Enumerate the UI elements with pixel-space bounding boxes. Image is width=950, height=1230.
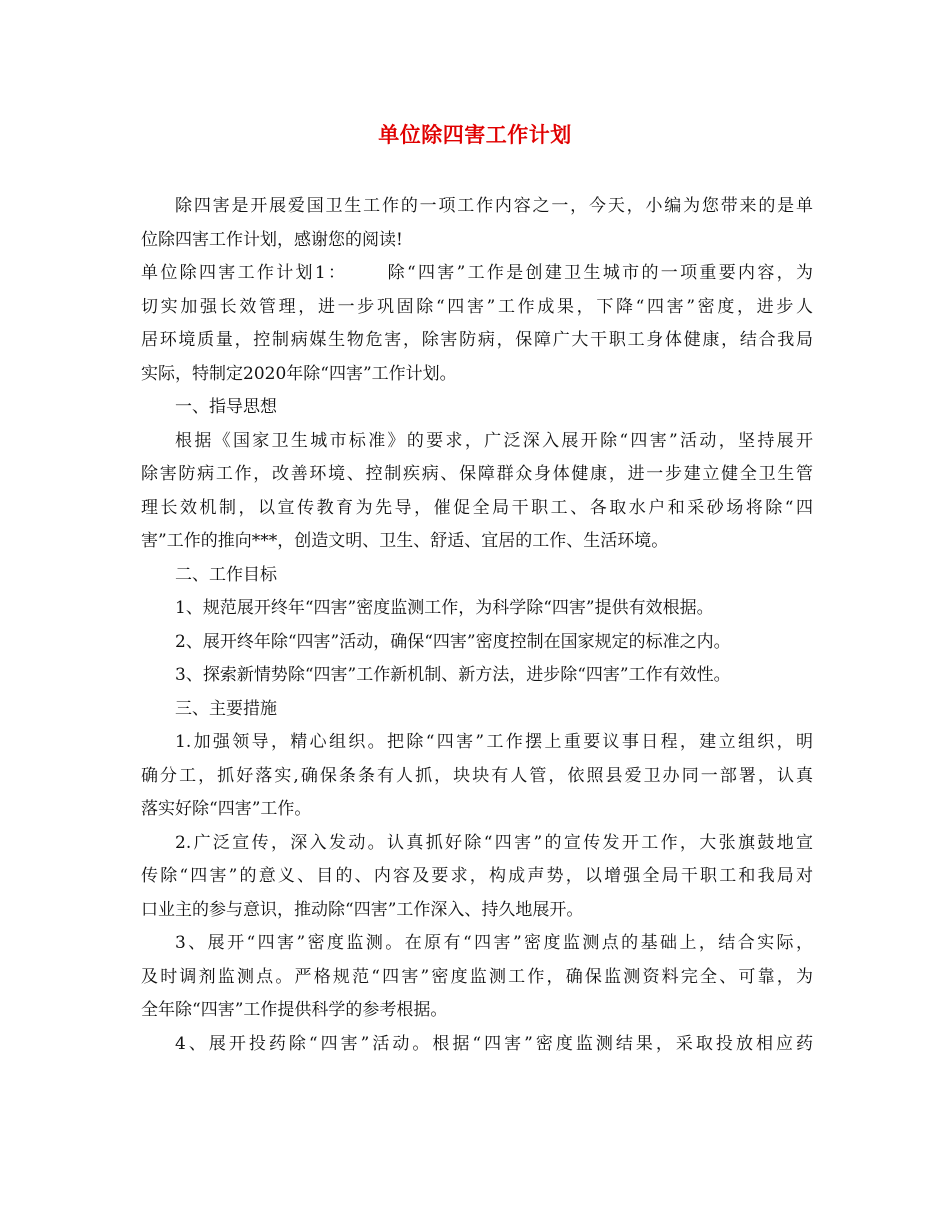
section1-line: 根据《国家卫生城市标准》的要求，广泛深入展开除“四害”活动，坚持展开 [175, 430, 813, 451]
measure3-line: 全年除“四害”工作提供科学的参考根据。 [141, 1000, 448, 1020]
measure2-line: 传除“四害”的意义、目的、内容及要求，构成声势，以增强全局干职工和我局对 [141, 866, 813, 886]
plan-label: 单位除四害工作计划1： [141, 263, 348, 283]
measure2-line: 口业主的参与意识，推动除“四害”工作深入、持久地展开。 [141, 899, 584, 920]
intro-line-2: 位除四害工作计划，感谢您的阅读! [141, 229, 403, 250]
plan-first-line [141, 257, 813, 291]
measure1-line: 1.加强领导，精心组织。把除“四害”工作摆上重要议事日程，建立组织，明 [175, 732, 813, 752]
measure3-line: 及时调剂监测点。严格规范“四害”密度监测工作，确保监测资料完全、可靠，为 [141, 966, 813, 987]
goal-item-1: 1、规范展开终年“四害”密度监测工作，为科学除“四害”提供有效根据。 [175, 598, 714, 618]
section-heading-guiding-thought: 一、指导思想 [175, 397, 277, 417]
intro-line-1: 除四害是开展爱国卫生工作的一项工作内容之一，今天，小编为您带来的是单 [175, 196, 813, 216]
section-heading-main-measures: 三、主要措施 [175, 698, 277, 719]
document-body [141, 190, 813, 1061]
measure1-line: 确分工，抓好落实,确保条条有人抓，块块有人管，依照县爱卫办同一部署，认真 [141, 765, 813, 786]
measure3-line: 3、展开“四害”密度监测。在原有“四害”密度监测点的基础上，结合实际， [175, 933, 813, 953]
section1-line: 害”工作的推向***，创造文明、卫生、舒适、宜居的工作、生活环境。 [141, 531, 669, 551]
plan-line: 切实加强长效管理，进一步巩固除“四害”工作成果，下降“四害”密度，进步人 [141, 296, 813, 317]
goal-item-2: 2、展开终年除“四害”活动，确保“四害”密度控制在国家规定的标准之内。 [175, 631, 731, 652]
plan-line: 实际，特制定2020年除“四害”工作计划。 [141, 363, 457, 384]
section-heading-work-goals: 二、工作目标 [175, 564, 277, 585]
section1-line: 理长效机制，以宣传教育为先导，催促全局干职工、各取水户和采砂场将除“四 [141, 497, 813, 518]
goal-item-3: 3、探索新情势除“四害”工作新机制、新方法，进步除“四害”工作有效性。 [175, 665, 731, 685]
plan-first-text: 除“四害”工作是创建卫生城市的一项重要内容，为 [385, 263, 813, 283]
plan-line: 居环境质量，控制病媒生物危害，除害防病，保障广大干职工身体健康，结合我局 [141, 330, 813, 350]
measure1-line: 落实好除“四害”工作。 [141, 799, 312, 819]
section1-line: 除害防病工作，改善环境、控制疾病、保障群众身体健康，进一步建立健全卫生管 [141, 464, 813, 484]
measure4-line: 4、展开投药除“四害”活动。根据“四害”密度监测结果，采取投放相应药 [175, 1033, 813, 1054]
document-title: 单位除四害工作计划 [378, 122, 572, 147]
measure2-line: 2.广泛宣传，深入发动。认真抓好除“四害”的宣传发开工作，大张旗鼓地宣 [175, 832, 813, 853]
